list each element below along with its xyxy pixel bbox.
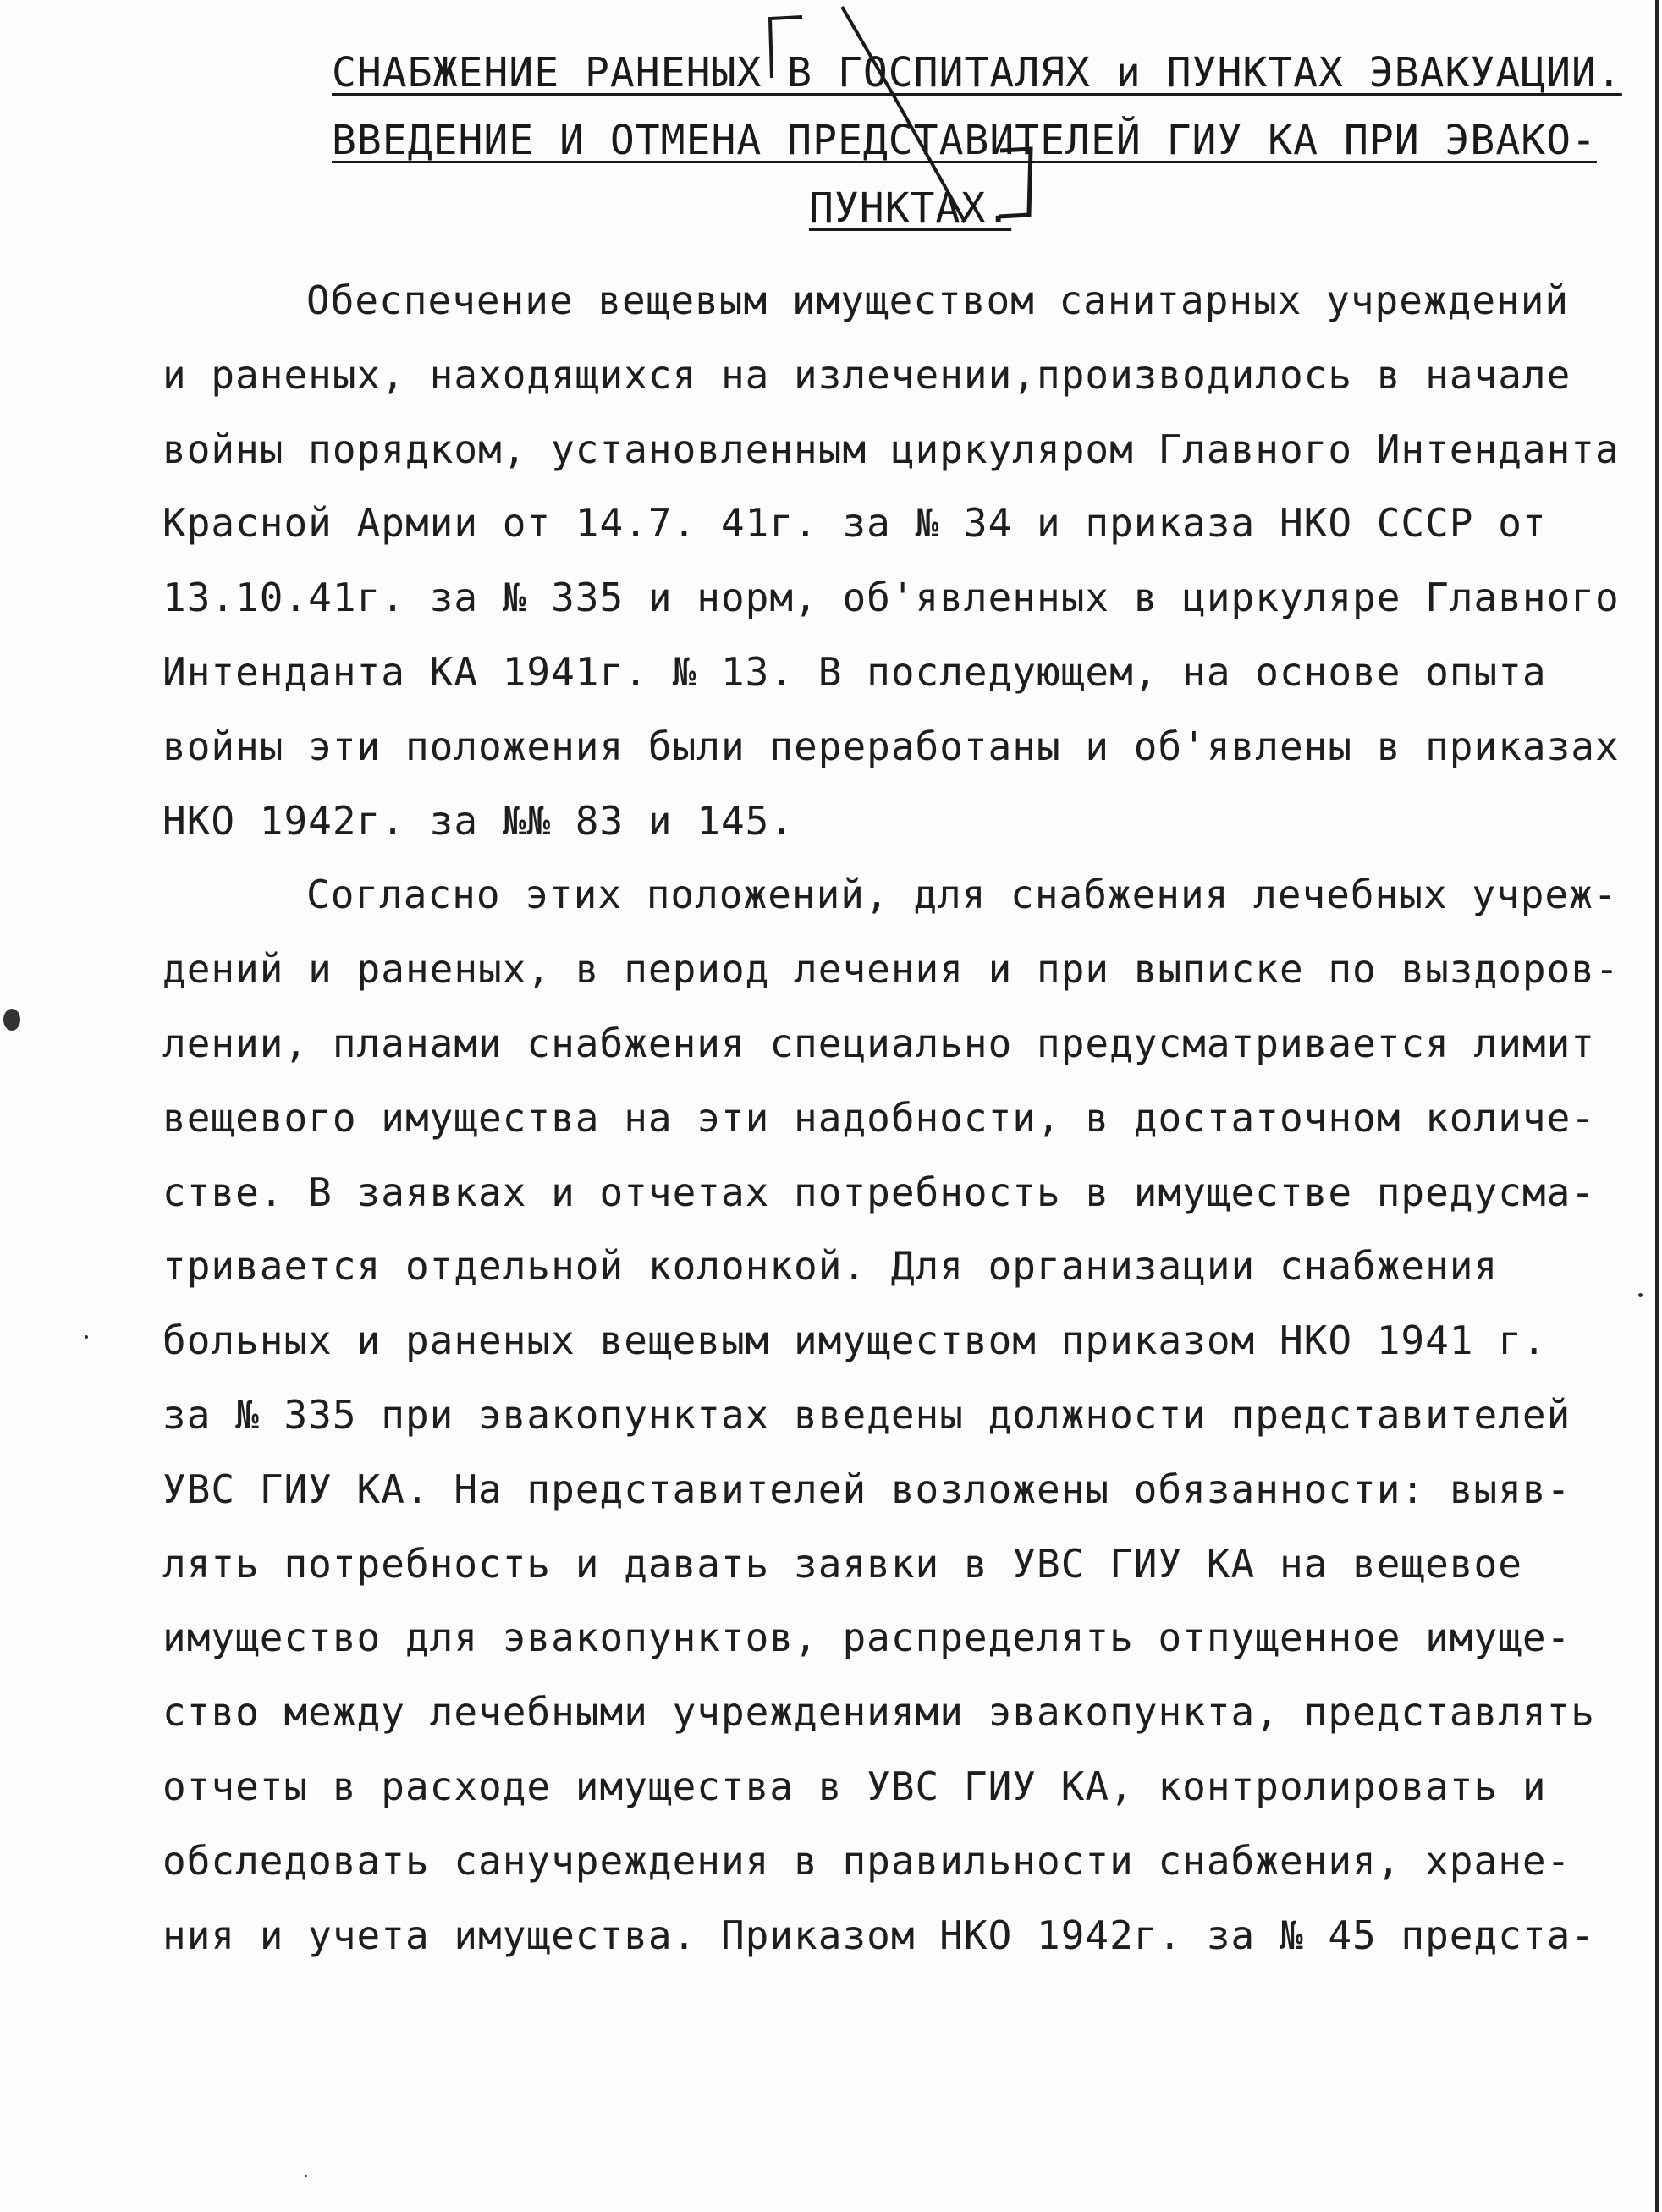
body-line: отчеты в расходе имущества в УВС ГИУ КА, контролировать и	[162, 1763, 1547, 1809]
body-line: Согласно этих положений, для снабжения лечебных учреж-	[306, 872, 1618, 918]
ink-speck	[305, 2175, 307, 2177]
body-line: Красной Армии от 14.7. 41г. за № 34 и приказа НКО СССР от	[162, 500, 1547, 547]
body-line: имущество для эвакопунктов, распределять отпущенное имуще-	[162, 1615, 1571, 1661]
page-edge-shadow	[1655, 0, 1659, 2212]
body-line: за № 335 при эвакопунктах введены должности представителей	[162, 1391, 1571, 1438]
body-line: войны порядком, установленным циркуляром Главного Интенданта	[162, 426, 1620, 472]
body-line: 13.10.41г. за № 335 и норм, об'явленных в циркуляре Главного	[162, 575, 1620, 621]
title-line-2: ВВЕДЕНИЕ И ОТМЕНА ПРЕДСТАВИТЕЛЕЙ ГИУ КА ПРИ ЭВАКО-	[332, 117, 1597, 164]
body-line: дений и раненых, в период лечения и при выписке по выздоров-	[162, 946, 1620, 993]
body-line: вещевого имущества на эти надобности, в достаточном количе-	[162, 1094, 1595, 1141]
ink-blot	[3, 1009, 20, 1031]
ink-speck	[85, 1335, 88, 1339]
body-line: лении, планами снабжения специально предусматривается лимит	[162, 1020, 1595, 1066]
ink-speck	[1638, 1293, 1643, 1297]
body-line: войны эти положения были переработаны и об'явлены в приказах	[162, 723, 1620, 769]
document-title	[332, 39, 1622, 242]
body-line: обследовать санучреждения в правильности снабжения, хране-	[162, 1837, 1571, 1884]
body-line: и раненых, находящихся на излечении,производилось в начале	[162, 351, 1571, 398]
body-line: ния и учета имущества. Приказом НКО 1942г. за № 45 предста-	[162, 1912, 1595, 1958]
body-line: стве. В заявках и отчетах потребность в имуществе предусма-	[162, 1169, 1595, 1215]
body-line: Интенданта КА 1941г. № 13. В последующем, на основе опыта	[162, 648, 1547, 695]
title-line-3: ПУНКТАХ.	[809, 184, 1012, 232]
body-line: НКО 1942г. за №№ 83 и 145.	[162, 797, 795, 844]
body-line: больных и раненых вещевым имуществом приказом НКО 1941 г.	[162, 1318, 1547, 1364]
body-text	[162, 264, 1652, 1973]
body-line: лять потребность и давать заявки в УВС ГИУ КА на вещевое	[162, 1540, 1522, 1587]
body-line: Обеспечение вещевым имуществом санитарных учреждений	[306, 278, 1570, 323]
body-line: тривается отдельной колонкой. Для организации снабжения	[162, 1243, 1499, 1290]
body-line: ство между лечебными учреждениями эвакопункта, представлять	[162, 1689, 1595, 1736]
title-line-1: СНАБЖЕНИЕ РАНЕНЫХ В ГОСПИТАЛЯХ и ПУНКТАХ ЭВАКУАЦИИ.	[332, 49, 1622, 96]
body-line: УВС ГИУ КА. На представителей возложены обязанности: выяв-	[162, 1466, 1571, 1512]
